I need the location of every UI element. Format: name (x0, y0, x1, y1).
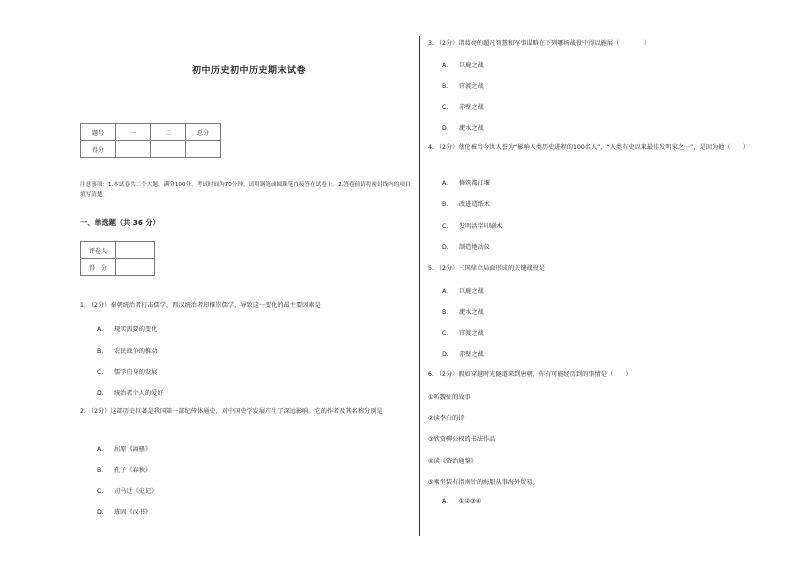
page-title: 初中历史初中历史期末试卷 (192, 66, 307, 76)
option-5d[interactable] (442, 349, 484, 358)
option-6a[interactable] (442, 498, 481, 505)
question-1: 1. （2分）秦朝统治者打击儒学，西汉统治者却推崇儒学，导致这一变化的最主要因素是 (80, 302, 321, 309)
option-4c[interactable] (442, 221, 502, 230)
option-text: 制造地动仪 (459, 244, 490, 251)
option-letter: D. (97, 390, 104, 397)
option-text: 巨鹿之战 (459, 288, 484, 295)
option-text: 巨鹿之战 (459, 62, 484, 69)
question-6: 6. （2分）假如穿越时光隧道来到唐朝，你有可能经历到的事情是（ ） (428, 371, 632, 378)
option-letter: A. (97, 446, 104, 453)
option-letter: B. (442, 201, 449, 208)
option-text: 统治者个人的爱好 (114, 390, 164, 397)
option-5b[interactable] (442, 307, 484, 316)
option-1d[interactable] (97, 388, 164, 397)
option-text: 官渡之战 (459, 83, 484, 90)
option-text: 儒学自身的发展 (114, 369, 158, 376)
option-letter: B. (97, 348, 104, 355)
question-2: 2. （2分）这部历史巨著是我国第一部纪传体通史，对中国史学发展产生了深远影响。它的作者及其名称分别是 (80, 408, 383, 415)
option-letter: A. (442, 180, 449, 187)
score-cell[interactable] (186, 141, 221, 158)
grader-table (80, 241, 155, 276)
grader-row (81, 242, 155, 259)
option-text: 修筑都江堰 (459, 180, 490, 187)
score-table-header-row (81, 124, 221, 141)
score-table-header: 一 (116, 124, 151, 141)
question-6-item: ②读李白的诗 (428, 415, 465, 422)
option-text: 改进造纸术 (459, 201, 490, 208)
option-letter: A. (97, 326, 104, 333)
question-6-item: ①听魏征的故事 (428, 394, 471, 401)
option-letter: D. (442, 244, 449, 251)
notice-text: 注意事项：1.本试卷共二个大题，满分100分，考试时间为70分钟。请用钢笔或圆珠笔直接答在试卷上。2.答卷前请将密封线内的项目填写清楚。 (80, 182, 411, 198)
question-3: 3. （2分）诸葛亮的超凡智慧和军事谋略在下列哪场战役中得以施展（ ） (428, 40, 651, 47)
option-letter: C. (442, 330, 449, 337)
option-1c[interactable] (97, 367, 157, 376)
grader-cell[interactable] (116, 259, 155, 276)
option-text: 农民战争的推动 (114, 348, 158, 355)
option-letter: C. (442, 104, 449, 111)
grader-label: 评卷人 (81, 242, 116, 259)
option-text: 官渡之战 (459, 330, 484, 337)
score-table-header: 二 (151, 124, 186, 141)
grader-row (81, 259, 155, 276)
option-text: 班固《汉书》 (114, 509, 152, 516)
option-5c[interactable] (442, 328, 484, 337)
option-4b[interactable] (442, 199, 490, 208)
right-column (420, 0, 794, 562)
option-letter: B. (442, 309, 449, 316)
section-heading: 一、单选题（共 36 分） (80, 218, 160, 227)
option-text: 屈原《离骚》 (114, 446, 152, 453)
option-letter: D. (97, 509, 104, 516)
option-text: 孔子《春秋》 (114, 467, 152, 474)
score-table-header: 总分 (186, 124, 221, 141)
score-table-row-label: 得分 (81, 141, 116, 158)
option-letter: C. (97, 488, 104, 495)
option-letter: D. (442, 125, 449, 132)
option-text: 发明活字印刷术 (459, 223, 503, 230)
score-table (80, 123, 221, 158)
option-letter: B. (97, 467, 104, 474)
option-text: 司马迁《史记》 (114, 488, 158, 495)
option-3b[interactable] (442, 81, 484, 90)
score-cell[interactable] (116, 141, 151, 158)
option-text: 淝水之战 (459, 309, 484, 316)
score-cell[interactable] (151, 141, 186, 158)
option-letter: A. (442, 288, 449, 295)
question-6-item: ③欣赏柳公权的书法作品 (428, 436, 496, 443)
option-text: ①②③④ (459, 498, 482, 505)
question-4: 4. （2分）蔡伦被当今世人誉为“影响人类历史进程的100名人”、“人类有史以来最佳发明家之一”，是因为他（ ） (428, 144, 750, 151)
score-table-header: 题号 (81, 124, 116, 141)
option-3a[interactable] (442, 60, 484, 69)
question-6-item: ④读《资治通鉴》 (428, 458, 477, 465)
question-6-item: ⑤乘坐装有指南针的海船从事海外贸易。 (428, 479, 539, 486)
grader-cell[interactable] (116, 242, 155, 259)
option-text: 现实需要的变化 (114, 326, 158, 333)
option-letter: A. (442, 62, 449, 69)
option-2b[interactable] (97, 465, 151, 474)
option-text: 赤壁之战 (459, 351, 484, 358)
option-2c[interactable] (97, 486, 157, 495)
question-5: 5. （2分）三国鼎立局面形成的关键战役是 (428, 265, 545, 272)
option-5a[interactable] (442, 286, 484, 295)
option-3c[interactable] (442, 102, 484, 111)
option-letter: A. (442, 498, 449, 505)
option-4d[interactable] (442, 242, 490, 251)
option-letter: C. (97, 369, 104, 376)
option-letter: D. (442, 351, 449, 358)
grader-score-label: 得 分 (81, 259, 116, 276)
option-1b[interactable] (97, 346, 157, 355)
score-table-row (81, 141, 221, 158)
option-text: 赤壁之战 (459, 104, 484, 111)
option-2d[interactable] (97, 507, 151, 516)
option-1a[interactable] (97, 324, 157, 333)
option-4a[interactable] (442, 178, 490, 187)
option-text: 淝水之战 (459, 125, 484, 132)
option-letter: B. (442, 83, 449, 90)
option-3d[interactable] (442, 123, 484, 132)
option-2a[interactable] (97, 444, 151, 453)
option-letter: C. (442, 223, 449, 230)
